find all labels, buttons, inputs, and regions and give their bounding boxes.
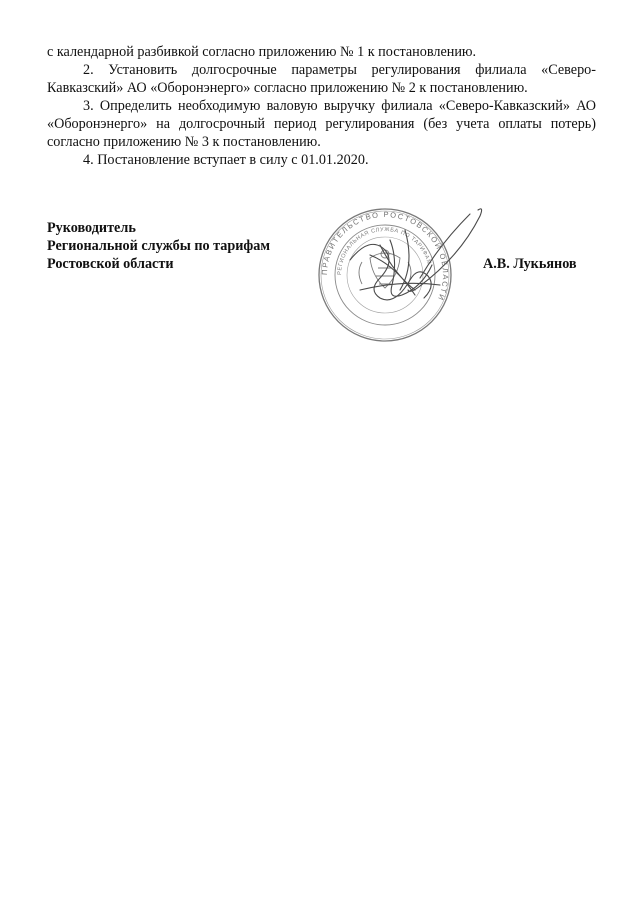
seal-inner-text: РЕГИОНАЛЬНАЯ СЛУЖБА ПО ТАРИФАМ [336, 226, 432, 276]
signature-title-line-3: Ростовской области [47, 256, 174, 272]
signature-title-line-2: Региональной службы по тарифам [47, 238, 271, 254]
paragraph-item-4: 4. Постановление вступает в силу с 01.01.2020. [83, 152, 369, 168]
signatory-name: А.В. Лукьянов [483, 256, 577, 272]
seal-outer-text: ПРАВИТЕЛЬСТВО РОСТОВСКОЙ ОБЛАСТИ [319, 209, 451, 303]
signature-title-line-1: Руководитель [47, 220, 136, 236]
handwritten-signature-icon [330, 200, 490, 320]
paragraph-continuation: с календарной разбивкой согласно приложению № 1 к постановлению. [47, 44, 477, 60]
paragraph-item-3: 3. Определить необходимую валовую выручку филиала «Северо-Кавказский» АО «Оборонэнерго» на долгосрочный период регулирования (без учета оплаты потерь) согласно приложению № 3 к постановлению. [47, 98, 596, 150]
paragraph-item-2: 2. Установить долгосрочные параметры регулирования филиала «Северо-Кавказский» АО «Оборонэнерго» согласно приложению № 2 к постановлению. [47, 62, 596, 96]
